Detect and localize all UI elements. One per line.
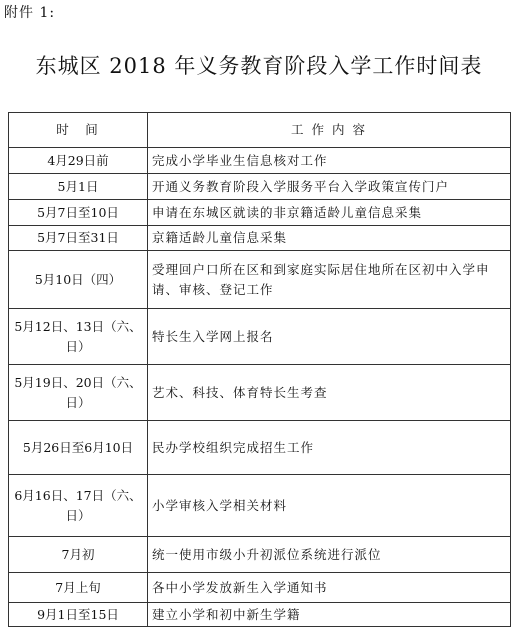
document-title: 东城区 2018 年义务教育阶段入学工作时间表 (35, 54, 483, 78)
row-time: 5月10日（四） (9, 251, 148, 309)
row-content: 各中小学发放新生入学通知书 (148, 573, 511, 603)
header-time: 时 间 (9, 113, 148, 148)
table-row (9, 421, 511, 475)
row-time: 5月7日至10日 (9, 200, 148, 226)
table-row (9, 365, 511, 421)
schedule-table (8, 112, 511, 627)
row-time: 5月12日、13日（六、日） (9, 309, 148, 365)
attachment-label: 附件 1: (4, 5, 56, 21)
row-time: 5月1日 (9, 174, 148, 200)
row-time: 5月19日、20日（六、日） (9, 365, 148, 421)
row-content: 受理回户口所在区和到家庭实际居住地所在区初中入学申请、审核、登记工作 (148, 251, 511, 309)
row-content: 京籍适龄儿童信息采集 (148, 226, 511, 251)
row-content: 小学审核入学相关材料 (148, 475, 511, 537)
table-row (9, 174, 511, 200)
table-row (9, 200, 511, 226)
row-time: 5月7日至31日 (9, 226, 148, 251)
row-content: 申请在东城区就读的非京籍适龄儿童信息采集 (148, 200, 511, 226)
row-content: 民办学校组织完成招生工作 (148, 421, 511, 475)
table-row (9, 573, 511, 603)
row-content: 建立小学和初中新生学籍 (148, 603, 511, 627)
row-content: 特长生入学网上报名 (148, 309, 511, 365)
row-time: 9月1日至15日 (9, 603, 148, 627)
row-content: 统一使用市级小升初派位系统进行派位 (148, 537, 511, 573)
row-time: 7月上旬 (9, 573, 148, 603)
table-row (9, 251, 511, 309)
table-row (9, 148, 511, 174)
table-row (9, 603, 511, 627)
header-content: 工 作 内 容 (148, 113, 511, 148)
row-time: 6月16日、17日（六、日） (9, 475, 148, 537)
row-time: 5月26日至6月10日 (9, 421, 148, 475)
table-row (9, 226, 511, 251)
row-content: 开通义务教育阶段入学服务平台入学政策宣传门户 (148, 174, 511, 200)
table-row (9, 537, 511, 573)
row-time: 7月初 (9, 537, 148, 573)
table-header-row (9, 113, 511, 148)
row-time: 4月29日前 (9, 148, 148, 174)
table-row (9, 475, 511, 537)
row-content: 艺术、科技、体育特长生考查 (148, 365, 511, 421)
row-content: 完成小学毕业生信息核对工作 (148, 148, 511, 174)
table-row (9, 309, 511, 365)
